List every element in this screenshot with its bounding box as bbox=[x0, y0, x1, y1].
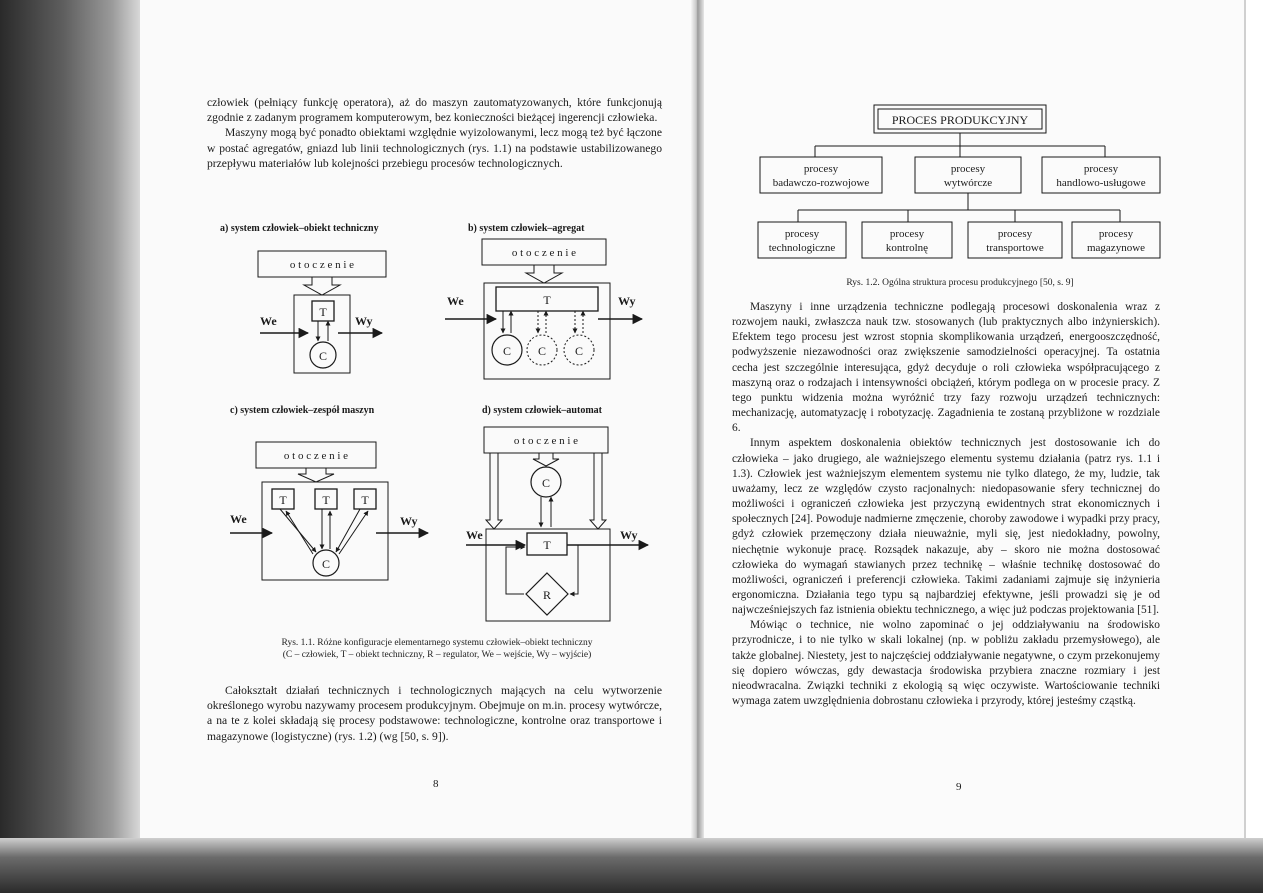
page-edge bbox=[1244, 0, 1246, 840]
t-label: T bbox=[543, 293, 551, 307]
env-label: o t o c z e n i e bbox=[513, 435, 579, 447]
caption-line: (C – człowiek, T – obiekt techniczny, R – regulator, We – wejście, Wy – wyjście) bbox=[282, 650, 592, 660]
root-label: PROCES PRODUKCYJNY bbox=[891, 113, 1029, 127]
root-box bbox=[874, 105, 1046, 133]
output-label: Wy bbox=[355, 314, 373, 328]
panel-title: a) system człowiek–obiekt techniczny bbox=[220, 223, 379, 234]
page-number: 8 bbox=[433, 778, 439, 790]
level1-box bbox=[1042, 157, 1160, 193]
c-label: C bbox=[502, 344, 512, 358]
t-label: T bbox=[279, 493, 287, 507]
paragraph: Maszyny mogą być ponadto obiektami względnie wyizolowanymi, lecz mogą też być łączone w postać agregatów, gniazd lub linii technologicznych (rys. 1.1) na podstawie ustabilizowanego przepływu materiałów lub kolejności przebiegu procesów technologicznych. bbox=[207, 126, 662, 170]
paragraph: Maszyny i inne urządzenia techniczne podlegają procesowi doskonalenia wraz z rozwojem nauki, zwłaszcza nauk tzw. stosowanych (lub praktycznych albo inżynierskich). Efektem tego procesu jest wzrost stopnia skomplikowania urządzeń, energooszczędność, podwyższenie niezawodności oraz zwiększenie samodzielności operacyjnej. Ta ostatnia cecha jest szczególnie interesująca, gdyż decyduje o roli człowieka współpracującego z maszyną oraz o rodzajach i intensywności obciążeń, którym podlega on w procesie pracy. Z tego punktu widzenia można wyróżnić trzy fazy rozwoju urządzeń technicznych: mechanizację, automatyzację i robotyzację. Zagadnienia te zostaną przybliżone w rozdziale 6. bbox=[732, 301, 1160, 435]
paragraph: Mówiąc o technice, nie wolno zapominać o jej oddziaływaniu na środowisko przyrodnicze, i to nie tylko w skali lokalnej (np. w pobliżu zakładu przemysłowego), ale także globalnej. Niestety, jest to najczęściej oddziaływanie negatywne, o czym przekonujemy się dopiero wówczas, gdy dewastacja środowiska przybiera znaczne rozmiary i jest nieodwracalna. Związki techniki z ekologią są więc oczywiste. Wartościowanie techniki wymaga zatem uwzględnienia dobrostanu człowieka i przyrody, której jesteśmy cząstką. bbox=[732, 619, 1160, 708]
level2-box bbox=[1072, 222, 1160, 258]
left-closing-text bbox=[207, 683, 662, 744]
scan-shadow-left bbox=[0, 0, 140, 893]
box-line: procesy bbox=[803, 163, 839, 175]
c-label: C bbox=[537, 344, 547, 358]
scan-shadow-bottom bbox=[0, 838, 1263, 893]
level2-box bbox=[862, 222, 952, 258]
box-line: procesy bbox=[950, 163, 986, 175]
figure-1-2-caption: Rys. 1.2. Ogólna struktura procesu produkcyjnego [50, s. 9] bbox=[846, 278, 1074, 288]
panel-title: b) system człowiek–agregat bbox=[468, 223, 585, 234]
level1-box bbox=[915, 157, 1021, 193]
box-line: handlowo-usługowe bbox=[1056, 177, 1146, 189]
panel-c bbox=[230, 405, 428, 580]
box-line: procesy bbox=[1083, 163, 1119, 175]
input-label: We bbox=[466, 528, 483, 542]
env-label: o t o c z e n i e bbox=[283, 450, 349, 462]
box-line: procesy bbox=[784, 228, 820, 240]
t-label: T bbox=[543, 538, 551, 552]
figure-1-1-caption bbox=[206, 637, 668, 661]
input-label: We bbox=[447, 294, 464, 308]
box-line: badawczo-rozwojowe bbox=[772, 177, 870, 189]
input-label: We bbox=[260, 314, 277, 328]
panel-d bbox=[466, 405, 648, 621]
c-label: C bbox=[321, 557, 331, 571]
paragraph: Całokształt działań technicznych i technologicznych mających na celu wytworzenie określonego wyrobu nazywamy procesem produkcyjnym. Obejmuje on m.in. procesy wytwórcze, a na te z kolei składają się procesy podstawowe: technologiczne, kontrolne oraz transportowe i magazynowe (logistyczne) (rys. 1.2) (wg [50, s. 9]). bbox=[207, 684, 662, 743]
env-label: o t o c z e n i e bbox=[511, 247, 577, 259]
book-spine bbox=[690, 0, 704, 893]
level2-box bbox=[968, 222, 1062, 258]
box-line: transportowe bbox=[986, 242, 1044, 254]
page-number: 9 bbox=[956, 781, 962, 793]
figure-1-1 bbox=[200, 215, 680, 635]
t-label: T bbox=[361, 493, 369, 507]
box-line: kontrolnę bbox=[885, 242, 929, 254]
figure-1-2 bbox=[750, 100, 1170, 270]
panel-b bbox=[445, 223, 642, 379]
box-line: procesy bbox=[1098, 228, 1134, 240]
r-label: R bbox=[542, 588, 552, 602]
level1-box bbox=[760, 157, 882, 193]
t-label: T bbox=[319, 305, 327, 319]
c-label: C bbox=[574, 344, 584, 358]
c-label: C bbox=[541, 476, 551, 490]
right-body-text bbox=[732, 300, 1160, 709]
paragraph: Innym aspektem doskonalenia obiektów technicznych jest dostosowanie ich do człowieka – jako drugiego, ale ważniejszego elementu systemu działania (patrz rys. 1.1 i 1.3). Człowiek jest ważniejszym elementem systemu nie tylko dlatego, że my, ludzie, tak uważamy, lecz ze względów czysto racjonalnych: niedopasowanie sfery technicznej do możliwości i ograniczeń człowieka jest przyczyną ewidentnych strat ekonomicznych i społecznych [24]. Powoduje nadmierne zmęczenie, choroby zawodowe i wypadki przy pracy, gdyż człowiek przemęczony działa nieuważnie, myli się, jest niedokładny, powolny, niechętnie wykonuje pracę. Rozsądek nakazuje, aby – skoro nie można dostosować człowieka do wymagań stawianych przez technikę – właśnie technikę dostosować do możliwości, ograniczeń i preferencji człowieka. Takimi zadaniami zajmuje się inżynieria ergonomiczna. Działania tego typu są najbardziej efektywne, jeśli prowadzi się je od najwcześniejszych faz istnienia obiektu technicznego, a więc już podczas projektowania [51]. bbox=[732, 437, 1160, 617]
paragraph: człowiek (pełniący funkcję operatora), aż do maszyn zautomatyzowanych, które funkcjonują zgodnie z zadanym programem komputerowym, bez konieczności bieżącej ingerencji człowieka. bbox=[207, 96, 662, 125]
env-label: o t o c z e n i e bbox=[289, 259, 355, 271]
box-line: technologiczne bbox=[768, 242, 836, 254]
panel-a bbox=[220, 223, 386, 373]
box-line: procesy bbox=[997, 228, 1033, 240]
left-intro-text bbox=[207, 95, 662, 171]
panel-title: d) system człowiek–automat bbox=[482, 405, 602, 416]
input-label: We bbox=[230, 512, 247, 526]
panel-title: c) system człowiek–zespół maszyn bbox=[230, 405, 375, 416]
box-line: wytwórcze bbox=[943, 177, 993, 189]
caption-line: Rys. 1.1. Różne konfiguracje elementarnego systemu człowiek–obiekt techniczny bbox=[281, 638, 593, 648]
t-label: T bbox=[322, 493, 330, 507]
box-line: magazynowe bbox=[1086, 242, 1146, 254]
box-line: procesy bbox=[889, 228, 925, 240]
output-label: Wy bbox=[400, 514, 418, 528]
c-label: C bbox=[318, 349, 328, 363]
output-label: Wy bbox=[620, 528, 638, 542]
output-label: Wy bbox=[618, 294, 636, 308]
level2-box bbox=[758, 222, 846, 258]
